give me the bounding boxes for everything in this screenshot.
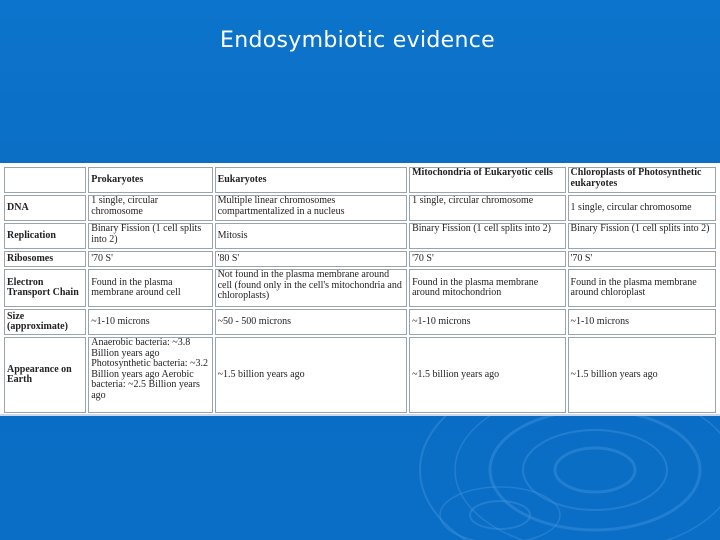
table-cell: Anaerobic bacteria: ~3.8 Billion years ago Photosynthetic bacteria: ~3.2 Billion years ago Aerobic bacteria: ~2.5 Billion years ago	[88, 337, 212, 413]
comparison-table	[2, 165, 718, 415]
table-cell: 1 single, circular chromosome	[88, 195, 212, 221]
row-label: DNA	[4, 195, 86, 221]
table-row	[4, 337, 716, 413]
table-header-row	[4, 167, 716, 193]
table-header-cell	[4, 167, 86, 193]
table-header-cell: Prokaryotes	[88, 167, 212, 193]
table-cell: '70 S'	[568, 251, 716, 267]
table-cell: Multiple linear chromosomes compartmentalized in a nucleus	[215, 195, 408, 221]
table-cell: Found in the plasma membrane around mitochondrion	[409, 269, 565, 307]
row-label: Electron Transport Chain	[4, 269, 86, 307]
table-header-cell: Chloroplasts of Photosynthetic eukaryotes	[568, 167, 716, 193]
table-cell: Mitosis	[215, 223, 408, 249]
table-cell: Not found in the plasma membrane around cell (found only in the cell's mitochondria and chloroplasts)	[215, 269, 408, 307]
table-cell: 1 single, circular chromosome	[568, 195, 716, 221]
table-cell: ~50 - 500 microns	[215, 309, 408, 335]
row-label: Appearance on Earth	[4, 337, 86, 413]
comparison-table-panel	[0, 163, 720, 416]
table-row	[4, 195, 716, 221]
table-cell: '70 S'	[409, 251, 565, 267]
table-row	[4, 251, 716, 267]
table-cell: ~1-10 microns	[568, 309, 716, 335]
table-cell: '70 S'	[88, 251, 212, 267]
table-header-cell: Mitochondria of Eukaryotic cells	[409, 167, 565, 193]
table-cell: Found in the plasma membrane around cell	[88, 269, 212, 307]
table-cell: Binary Fission (1 cell splits into 2)	[409, 223, 565, 249]
table-cell: ~1.5 billion years ago	[215, 337, 408, 413]
table-cell: 1 single, circular chromosome	[409, 195, 565, 221]
table-cell: Binary Fission (1 cell splits into 2)	[568, 223, 716, 249]
table-row	[4, 269, 716, 307]
row-label: Replication	[4, 223, 86, 249]
table-cell: '80 S'	[215, 251, 408, 267]
row-label: Size (approximate)	[4, 309, 86, 335]
table-row	[4, 309, 716, 335]
table-cell: Binary Fission (1 cell splits into 2)	[88, 223, 212, 249]
slide-title: Endosymbiotic evidence	[220, 28, 495, 53]
table-cell: ~1.5 billion years ago	[568, 337, 716, 413]
table-cell: ~1.5 billion years ago	[409, 337, 565, 413]
row-label: Ribosomes	[4, 251, 86, 267]
table-cell: Found in the plasma membrane around chloroplast	[568, 269, 716, 307]
table-header-cell: Eukaryotes	[215, 167, 408, 193]
table-row	[4, 223, 716, 249]
table-cell: ~1-10 microns	[409, 309, 565, 335]
table-cell: ~1-10 microns	[88, 309, 212, 335]
